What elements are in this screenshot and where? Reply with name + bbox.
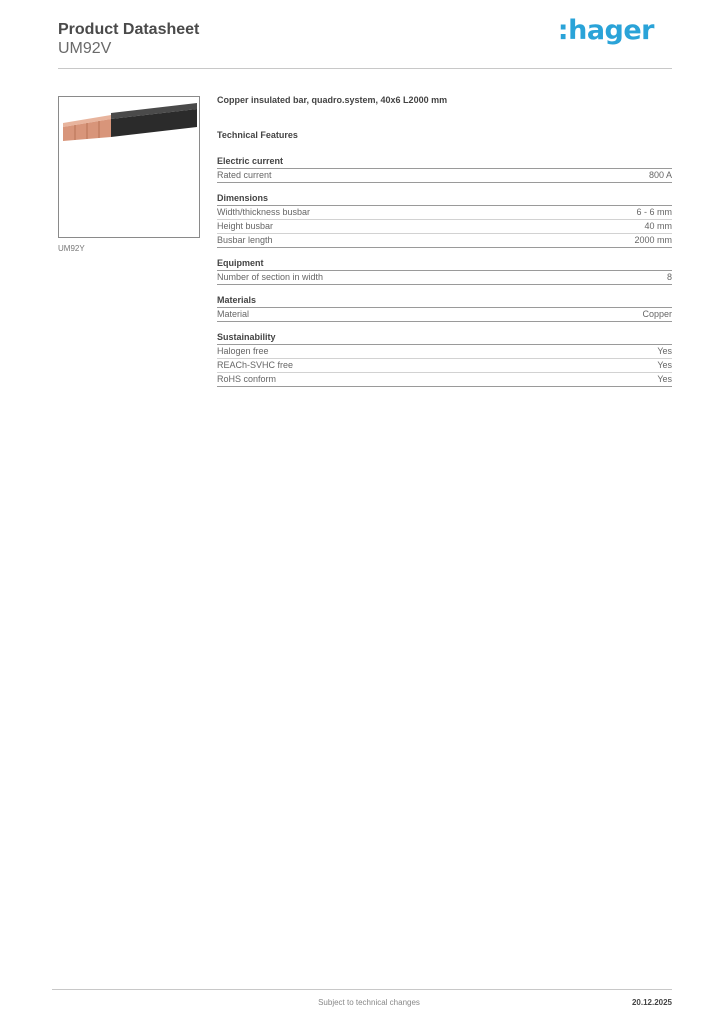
spec-label: Rated current: [217, 170, 272, 180]
spec-label: REACh-SVHC free: [217, 360, 294, 370]
spec-row: [217, 308, 672, 322]
spec-row: [217, 373, 672, 387]
spec-section: [217, 257, 672, 285]
spec-value: 800 A: [648, 170, 672, 180]
spec-value: 2000 mm: [634, 235, 672, 245]
spec-value: Copper: [642, 309, 672, 319]
spec-value: Yes: [657, 360, 672, 370]
spec-section: [217, 155, 672, 183]
spec-label: Width/thickness busbar: [217, 207, 311, 217]
spec-sections: [217, 155, 672, 387]
image-caption: UM92Y: [58, 244, 85, 253]
specifications: [217, 94, 672, 396]
spec-value: 6 - 6 mm: [636, 207, 672, 217]
footer-note: Subject to technical changes: [318, 998, 420, 1007]
footer-date: 20.12.2025: [631, 998, 672, 1007]
spec-row: [217, 234, 672, 248]
section-title: Materials: [217, 294, 672, 308]
spec-row: [217, 271, 672, 285]
section-title: Dimensions: [217, 192, 672, 206]
spec-row: [217, 345, 672, 359]
spec-section: [217, 331, 672, 387]
section-title: Equipment: [217, 257, 672, 271]
spec-value: 40 mm: [644, 221, 672, 231]
spec-value: 8: [666, 272, 672, 282]
spec-label: RoHS conform: [217, 374, 277, 384]
spec-label: Height busbar: [217, 221, 274, 231]
product-image: [58, 96, 200, 238]
spec-row: [217, 220, 672, 234]
logo-text: hager: [568, 15, 654, 46]
logo-prefix: :: [557, 15, 569, 46]
product-code: UM92V: [58, 40, 112, 57]
section-title: Sustainability: [217, 331, 672, 345]
product-description: Copper insulated bar, quadro.system, 40x6 L2000 mm: [217, 95, 448, 105]
spec-row: [217, 169, 672, 183]
spec-label: Number of section in width: [217, 272, 324, 282]
header-divider: [58, 68, 672, 69]
footer-divider: [52, 989, 672, 990]
spec-label: Halogen free: [217, 346, 269, 356]
technical-features-heading: Technical Features: [217, 130, 298, 140]
spec-section: [217, 192, 672, 248]
spec-value: Yes: [657, 346, 672, 356]
header: [58, 20, 199, 58]
spec-row: [217, 359, 672, 373]
spec-value: Yes: [657, 374, 672, 384]
spec-row: [217, 206, 672, 220]
spec-label: Busbar length: [217, 235, 273, 245]
hager-logo: [558, 14, 654, 48]
section-title: Electric current: [217, 155, 672, 169]
busbar-illustration: [59, 97, 199, 237]
spec-label: Material: [217, 309, 250, 319]
document-title: Product Datasheet: [58, 21, 200, 38]
spec-section: [217, 294, 672, 322]
